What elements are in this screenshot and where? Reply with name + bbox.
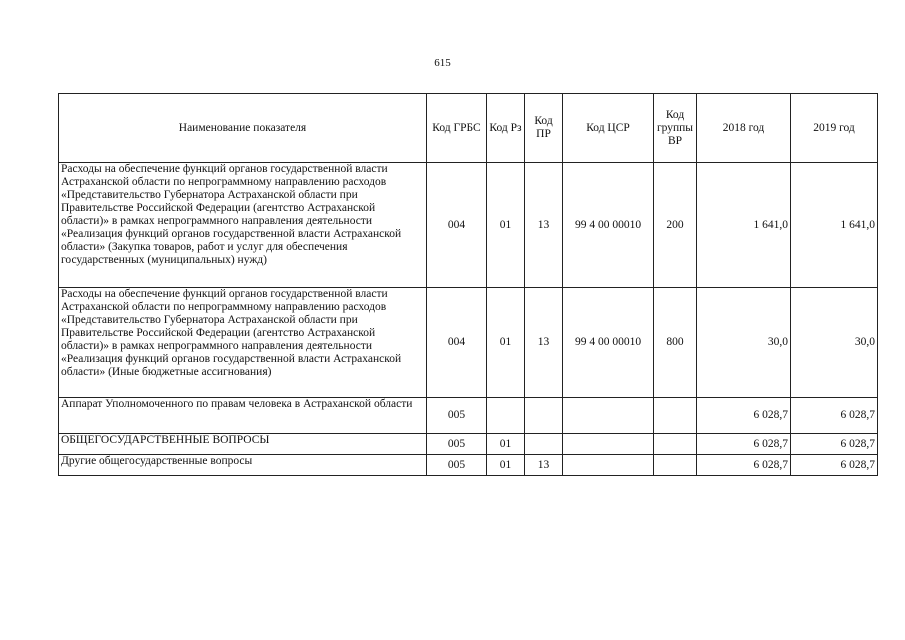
- cell-rz: 01: [487, 288, 525, 398]
- header-grbs: Код ГРБС: [427, 94, 487, 163]
- cell-name: ОБЩЕГОСУДАРСТВЕННЫЕ ВОПРОСЫ: [59, 434, 427, 455]
- cell-pr: [525, 434, 563, 455]
- cell-csr: [563, 455, 654, 476]
- cell-vr: [654, 398, 697, 434]
- cell-csr: 99 4 00 00010: [563, 288, 654, 398]
- budget-table: [58, 93, 878, 476]
- cell-name: Другие общегосударственные вопросы: [59, 455, 427, 476]
- header-vr: Код группы ВР: [654, 94, 697, 163]
- cell-pr: [525, 398, 563, 434]
- table-row: [59, 455, 878, 476]
- cell-vr: [654, 455, 697, 476]
- cell-2018: 6 028,7: [697, 455, 791, 476]
- header-rz: Код Рз: [487, 94, 525, 163]
- cell-2019: 6 028,7: [791, 398, 878, 434]
- cell-grbs: 005: [427, 455, 487, 476]
- cell-name: Расходы на обеспечение функций органов государственной власти Астраханской области по непрограммному направлению расходов «Представительство Губернатора Астраханской области при Правительстве Российской Федерации (агентство Астраханской области)» в рамках непрограммного направления деятельности «Реализация функций органов государственной власти Астраханской области» (Иные бюджетные ассигнования): [59, 288, 427, 398]
- cell-2018: 6 028,7: [697, 434, 791, 455]
- header-2019: 2019 год: [791, 94, 878, 163]
- header-csr: Код ЦСР: [563, 94, 654, 163]
- cell-csr: 99 4 00 00010: [563, 163, 654, 288]
- cell-2019: 6 028,7: [791, 434, 878, 455]
- cell-rz: 01: [487, 434, 525, 455]
- cell-grbs: 004: [427, 163, 487, 288]
- cell-vr: 800: [654, 288, 697, 398]
- cell-2019: 1 641,0: [791, 163, 878, 288]
- cell-vr: 200: [654, 163, 697, 288]
- cell-csr: [563, 434, 654, 455]
- cell-rz: [487, 398, 525, 434]
- cell-grbs: 005: [427, 398, 487, 434]
- page-number: 615: [434, 57, 451, 69]
- table-row: [59, 288, 878, 398]
- cell-2019: 6 028,7: [791, 455, 878, 476]
- cell-name: Расходы на обеспечение функций органов государственной власти Астраханской области по непрограммному направлению расходов «Представительство Губернатора Астраханской области при Правительстве Российской Федерации (агентство Астраханской области)» в рамках непрограммного направления деятельности «Реализация функций органов государственной власти Астраханской области» (Закупка товаров, работ и услуг для обеспечения государственных (муниципальных) нужд): [59, 163, 427, 288]
- table-header-row: [59, 94, 878, 163]
- cell-2018: 6 028,7: [697, 398, 791, 434]
- header-pr: Код ПР: [525, 94, 563, 163]
- header-name: Наименование показателя: [59, 94, 427, 163]
- cell-vr: [654, 434, 697, 455]
- cell-2019: 30,0: [791, 288, 878, 398]
- table-row: [59, 398, 878, 434]
- cell-pr: 13: [525, 455, 563, 476]
- table-row: [59, 163, 878, 288]
- cell-grbs: 005: [427, 434, 487, 455]
- cell-2018: 30,0: [697, 288, 791, 398]
- table-row: [59, 434, 878, 455]
- cell-pr: 13: [525, 288, 563, 398]
- cell-csr: [563, 398, 654, 434]
- cell-grbs: 004: [427, 288, 487, 398]
- cell-rz: 01: [487, 455, 525, 476]
- cell-2018: 1 641,0: [697, 163, 791, 288]
- cell-name: Аппарат Уполномоченного по правам человека в Астраханской области: [59, 398, 427, 434]
- cell-pr: 13: [525, 163, 563, 288]
- cell-rz: 01: [487, 163, 525, 288]
- header-2018: 2018 год: [697, 94, 791, 163]
